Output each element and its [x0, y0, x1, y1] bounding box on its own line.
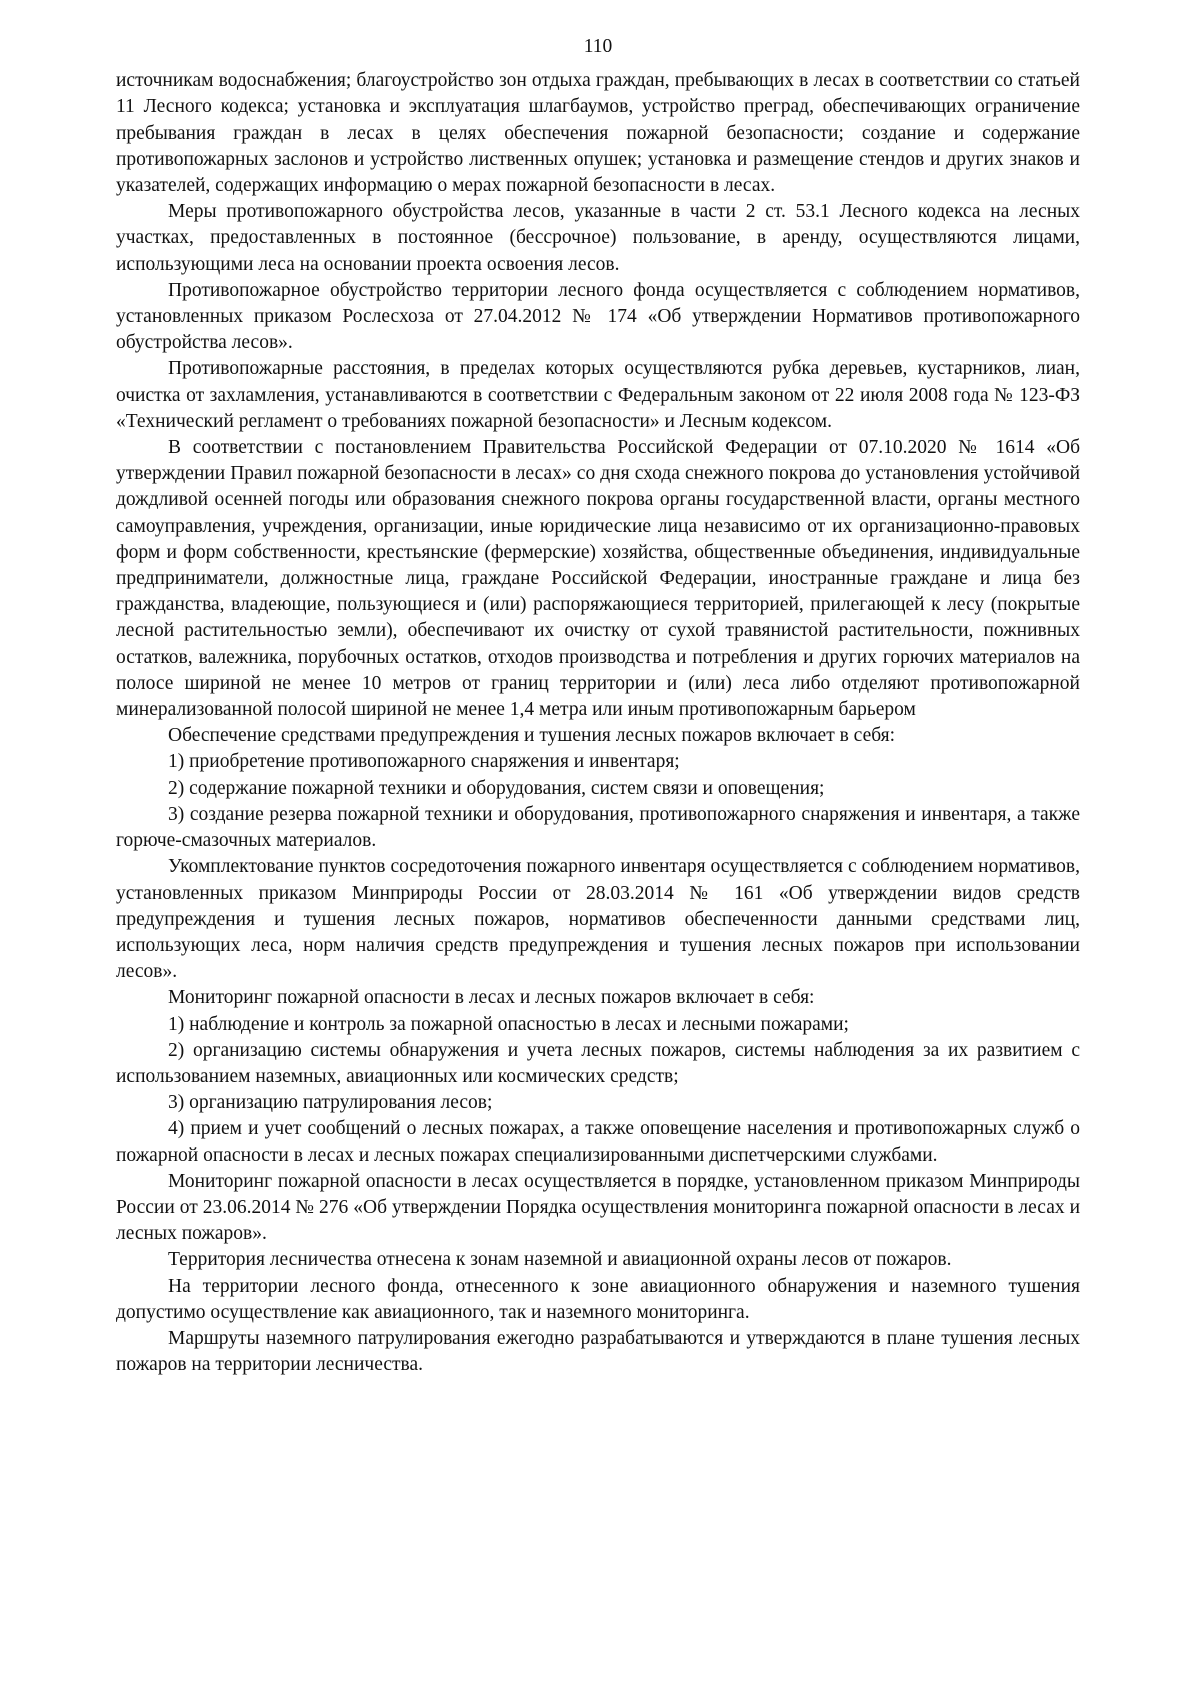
paragraph-continuation: источникам водоснабжения; благоустройство зон отдыха граждан, пребывающих в лесах в соответствии со статьей 11 Лесного кодекса; установка и эксплуатация шлагбаумов, устройство преград, обеспечивающих ограничение пребывания граждан в лесах в целях обеспечения пожарной безопасности; создание и содержание противопожарных заслонов и устройство лиственных опушек; установка и размещение стендов и других знаков и указателей, содержащих информацию о мерах пожарной безопасности в лесах. [116, 70, 1080, 197]
paragraph-equipment-provision: Обеспечение средствами предупреждения и тушения лесных пожаров включает в себя: [168, 725, 896, 747]
paragraph-aviation-zone: На территории лесного фонда, отнесенного к зоне авиационного обнаружения и наземного тушения допустимо осуществление как авиационного, так и наземного мониторинга. [116, 1275, 1080, 1323]
list-item-monitoring-4: 4) прием и учет сообщений о лесных пожарах, а также оповещение населения и противопожарных служб о пожарной опасности в лесах и лесных пожарах специализированными диспетчерскими службами. [116, 1118, 1080, 1166]
list-item-monitoring-1: 1) наблюдение и контроль за пожарной опасностью в лесах и лесными пожарами; [168, 1013, 849, 1035]
paragraph-patrol-routes: Маршруты наземного патрулирования ежегодно разрабатываются и утверждаются в плане тушения лесных пожаров на территории лесничества. [116, 1327, 1080, 1376]
document-page [116, 34, 1080, 1378]
paragraph-staffing-points: Укомплектование пунктов сосредоточения пожарного инвентаря осуществляется с соблюдением нормативов, установленных приказом Минприроды России от 28.03.2014 № 161 «Об утверждении видов средств предупреждения и тушения лесных пожаров, нормативов обеспеченности данными средствами лиц, использующих леса, норм наличия средств предупреждения и тушения лесных пожаров при использовании лесов». [116, 856, 1080, 983]
paragraph-protection-zones: Территория лесничества отнесена к зонам наземной и авиационной охраны лесов от пожаров. [168, 1249, 952, 1271]
list-item-monitoring-3: 3) организацию патрулирования лесов; [168, 1092, 493, 1114]
list-item-equipment-1: 1) приобретение противопожарного снаряжения и инвентаря; [168, 751, 680, 773]
paragraph-monitoring-includes: Мониторинг пожарной опасности в лесах и лесных пожаров включает в себя: [168, 987, 815, 1009]
page-number: 110 [583, 36, 613, 57]
paragraph-monitoring-order: Мониторинг пожарной опасности в лесах осуществляется в порядке, установленном приказом Минприроды России от 23.06.2014 № 276 «Об утверждении Порядка осуществления мониторинга пожарной опасности в лесах и лесных пожаров». [116, 1170, 1080, 1245]
list-item-equipment-3: 3) создание резерва пожарной техники и оборудования, противопожарного снаряжения и инвентаря, а также горюче-смазочных материалов. [116, 803, 1080, 852]
list-item-equipment-2: 2) содержание пожарной техники и оборудования, систем связи и оповещения; [168, 777, 825, 799]
paragraph-fire-arrangement-norms: Противопожарное обустройство территории лесного фонда осуществляется с соблюдением нормативов, установленных приказом Рослесхоза от 27.04.2012 № 174 «Об утверждении Нормативов противопожарного обустройства лесов». [116, 279, 1080, 354]
paragraph-government-decree: В соответствии с постановлением Правительства Российской Федерации от 07.10.2020 № 1614 «Об утверждении Правил пожарной безопасности в лесах» со дня схода снежного покрова до установления устойчивой дождливой осенней погоды или образования снежного покрова органы государственной власти, органы местного самоуправления, учреждения, организации, иные юридические лица независимо от их организационно-правовых форм и форм собственности, крестьянские (фермерские) хозяйства, общественные объединения, индивидуальные предприниматели, должностные лица, граждане Российской Федерации, иностранные граждане и лица без гражданства, владеющие, пользующиеся и (или) распоряжающиеся территорией, прилегающей к лесу (покрытые лесной растительностью земли), обеспечивают их очистку от сухой травянистой растительности, пожнивных остатков, валежника, порубочных остатков, отходов производства и потребления и других горючих материалов на полосе шириной не менее 10 метров от границ территории и (или) леса либо отделяют противопожарной минерализованной полосой шириной не менее 1,4 метра или иным противопожарным барьером [116, 437, 1080, 721]
list-item-monitoring-2: 2) организацию системы обнаружения и учета лесных пожаров, системы наблюдения за их развитием с использованием наземных, авиационных или космических средств; [116, 1039, 1080, 1087]
paragraph-fire-arrangement-measures: Меры противопожарного обустройства лесов, указанные в части 2 ст. 53.1 Лесного кодекса на лесных участках, предоставленных в постоянное (бессрочное) пользование, в аренду, осуществляются лицами, использующими леса на основании проекта освоения лесов. [116, 201, 1080, 275]
paragraph-fire-distances: Противопожарные расстояния, в пределах которых осуществляются рубка деревьев, кустарников, лиан, очистка от захламления, устанавливаются в соответствии с Федеральным законом от 22 июля 2008 года № 123-ФЗ «Технический регламент о требованиях пожарной безопасности» и Лесным кодексом. [116, 358, 1080, 432]
